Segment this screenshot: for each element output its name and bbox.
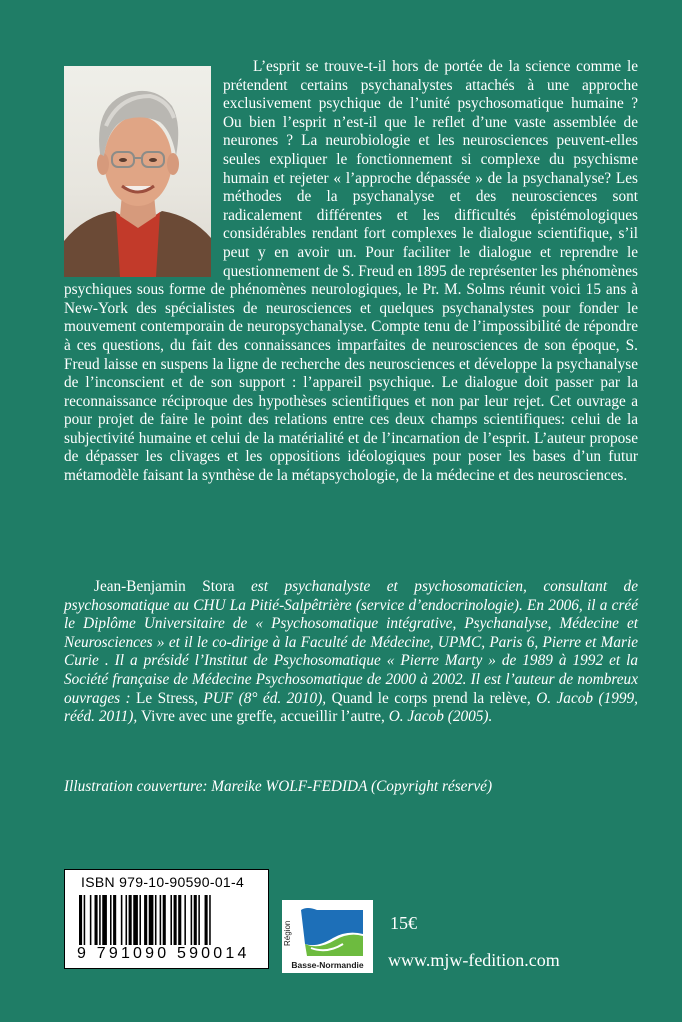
barcode-digits: 9 791090 590014 (77, 945, 250, 962)
barcode-bar (191, 895, 193, 945)
book1-title: Le Stress, (136, 689, 198, 707)
publisher-website[interactable]: www.mjw-fedition.com (388, 950, 560, 970)
barcode-bar (133, 895, 138, 945)
barcode-bars (79, 895, 257, 945)
barcode-bar (126, 895, 128, 945)
barcode-bar (155, 895, 157, 945)
region-logo-icon (297, 904, 367, 960)
isbn-label: ISBN 979-10-90590-01-4 (81, 874, 245, 890)
barcode-bar (99, 895, 101, 945)
barcode-bar (84, 895, 86, 945)
barcode-bar (209, 895, 211, 945)
barcode-bar (95, 895, 98, 945)
summary-paragraph (64, 58, 638, 486)
barcode-bar (102, 895, 107, 945)
barcode-bar (170, 895, 172, 945)
barcode-bar (184, 895, 186, 945)
summary-text: L’esprit se trouve-t-il hors de portée de la science comme le prétendent certains psychanalystes attachés à une approche exclusivement psychique de l’unité psychosomatique humaine ? Ou bien l’esprit n’est-il que le reflet d’une vaste assemblée de neurones ? La neurobiologie et les neurosciences peuvent-elles seules expliquer le fonctionnement si complexe du psychisme humain et rejeter « l’approche dépassée » de la psychanalyse? Les méthodes de la psychanalyse et des neurosciences sont radicalement différentes et les difficultés épistémologiques considérables rendant fort complexes le dialogue scientifique, s’il peut y en avoir un. Pour faciliter le dialogue et reprendre le questionnement de S. Freud en 1895 de représenter les phénomènes psychiques sous forme de phénomènes neurologiques, le Pr. M. Solms réunit voici 15 ans à New-York des spécialistes de neurosciences et quelques psychanalystes pour fonder le mouvement contemporain de neuropsychanalyse. Compte tenu de l’impossibilité de répondre à ces questions, du fait des connaissances imparfaites de neurosciences de son époque, S. Freud laisse en suspens la ligne de recherche des neurosciences et développe la psychanalyse de l’inconscient et de son support : l’appareil psychique. Le dialogue doit passer par la reconnaissance réciproque des hypothèses scientifiques et non par leur rejet. Cet ouvrage a pour projet de faire le point des relations entre ces deux champs scientifiques: celui de la subjectivité humaine et celui de la matérialité et de l’incarnation de l’esprit. L’auteur propose de dépasser les clivages et les oppositions idéologiques pour poser les bases d’un futur métamodèle faisant la synthèse de la métapsychologie, de la médecine et des neurosciences. (64, 58, 638, 485)
barcode-bar (178, 895, 181, 945)
region-logo (282, 900, 373, 973)
barcode-bar (110, 895, 112, 945)
barcode-bar (79, 895, 82, 945)
barcode-bar (198, 895, 200, 945)
barcode-bar (149, 895, 154, 945)
author-bio (64, 578, 638, 727)
barcode-bar (163, 895, 166, 945)
price: 15€ (390, 913, 417, 933)
barcode-bar (174, 895, 177, 945)
isbn-barcode (64, 869, 269, 969)
barcode-bar (194, 895, 197, 945)
book2-pub: O. Jacob (1999, rééd. 2011), (64, 689, 638, 726)
barcode-bar (144, 895, 147, 945)
book2-title: Quand le corps prend la relève, (331, 689, 531, 707)
barcode-bar (160, 895, 162, 945)
portrait-spacer (64, 58, 211, 280)
region-name: Basse-Normandie (291, 960, 364, 970)
barcode-bar (139, 895, 141, 945)
region-vertical-word: Région (283, 920, 292, 946)
book1-pub: PUF (8° éd. 2010), (198, 689, 332, 707)
bio-part1: est psychanalyste et psychosomaticien, consultant de psychosomatique au CHU La Pitié-Salpêtrière (service d’endocrinologie). En 2006, il a créé le Diplôme Universitaire de « Psychosomatique intégrative, Psychanalyse, Médecine et Neurosciences » et il le co-dirige à la Faculté de Médecine, UPMC, Paris 6, Pierre et Marie Curie . Il a présidé l’Institut de Psychosomatique « Pierre Marty » de 1989 à 1992 et la Société française de Médecine Psychosomatique de 2000 à 2002. Il est l’auteur de nombreux ouvrages : (64, 578, 638, 707)
barcode-bar (90, 895, 92, 945)
book3-pub: O. Jacob (2005). (384, 708, 493, 726)
barcode-bar (121, 895, 123, 945)
author-name: Jean-Benjamin Stora (94, 578, 235, 595)
illustration-credit: Illustration couverture: Mareike WOLF-FEDIDA (Copyright réservé) (64, 778, 493, 795)
barcode-bar (113, 895, 116, 945)
book3-title: Vivre avec une greffe, accueillir l’autre, (141, 708, 385, 726)
barcode-bar (129, 895, 132, 945)
barcode-bar (205, 895, 208, 945)
